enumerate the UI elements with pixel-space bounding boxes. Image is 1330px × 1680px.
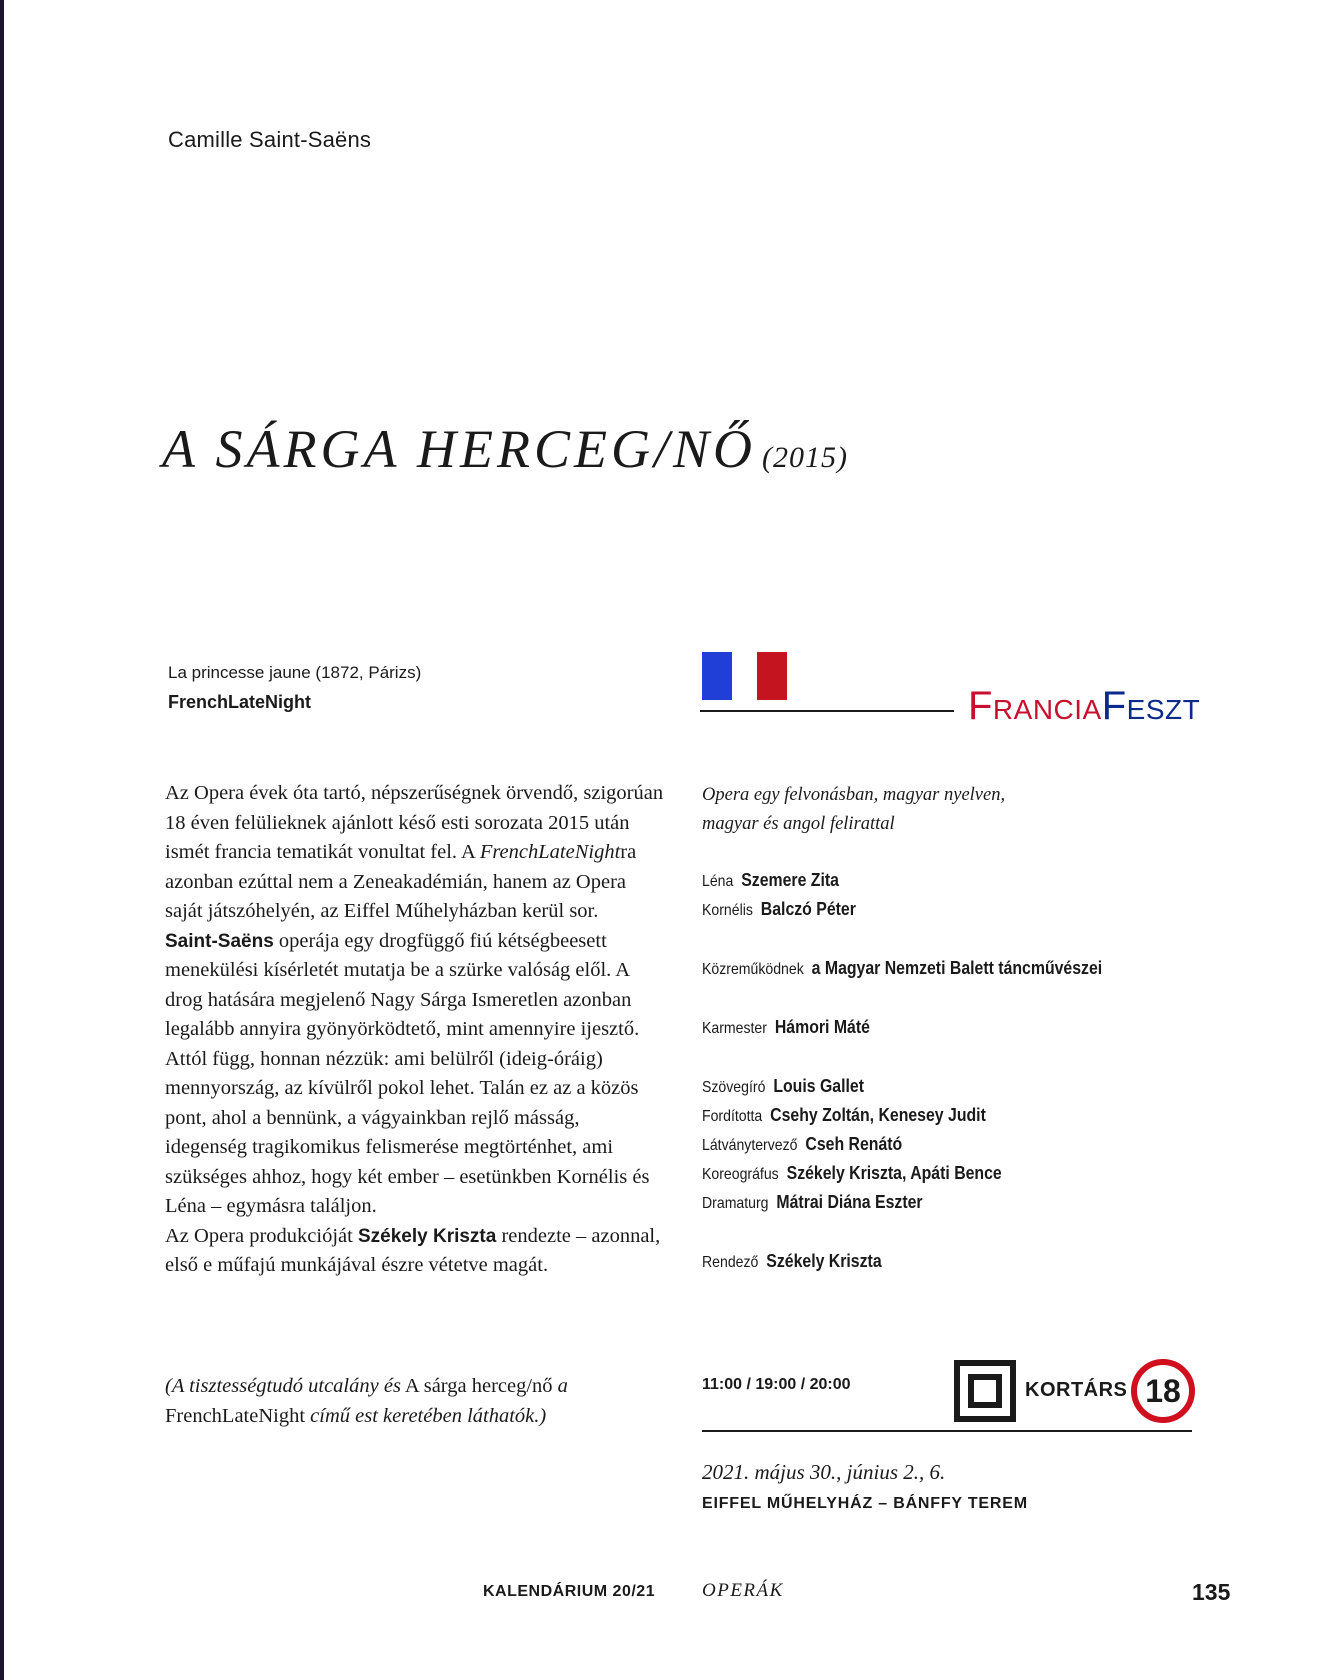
credit-name: Mátrai Diána Eszter xyxy=(776,1192,923,1212)
credit-role: Szövegíró xyxy=(702,1079,766,1096)
credit-name: a Magyar Nemzeti Balett táncművészei xyxy=(811,958,1103,978)
footer-section: OPERÁK xyxy=(702,1580,784,1601)
genre-info: Opera egy felvonásban, magyar nyelven, magyar és angol felirattal xyxy=(702,785,1006,834)
credit-row xyxy=(702,1163,1002,1184)
credit-role: Dramaturg xyxy=(702,1195,769,1212)
series-name: FrenchLateNight xyxy=(168,692,312,712)
credit-row xyxy=(702,870,839,891)
description-paragraph-2: Saint-Saëns operája egy drogfüggő fiú kétségbeesett menekülési kísérletét mutatja be a szürke valóság elől. A drog hatására megjelenő Nagy Sárga Ismeretlen azonban legalább annyira gyönyörködtető, mint amennyire ijesztő. Attól függ, honnan nézzük: ami belülről (ideig-óráig) mennyország, az kívülről pokol lehet. Talán ez az a közös pont, ahol a bennünk, a vágyainkban rejlő másság, idegenség tragikomikus felismerése megtörténhet, ami szükséges ahhoz, hogy két ember – esetünkben Kornélis és Léna – egymásra találjon. xyxy=(165,929,650,1217)
credit-name: Cseh Renátó xyxy=(805,1134,903,1154)
credit-role: Kornélis xyxy=(702,902,753,919)
title-year: (2015) xyxy=(761,441,848,474)
credit-row xyxy=(702,1192,923,1213)
credit-name: Balczó Péter xyxy=(760,899,856,919)
original-title: La princesse jaune (1872, Párizs) xyxy=(168,663,422,682)
credit-row xyxy=(702,1105,986,1126)
franciafeszt-logo: FranciaFeszt xyxy=(968,684,1201,728)
credit-row xyxy=(702,899,856,920)
flag-red-stripe xyxy=(757,652,787,700)
credit-name: Szemere Zita xyxy=(741,870,839,890)
credit-role: Látványtervező xyxy=(702,1137,798,1154)
title-main: A SÁRGA HERCEG/NŐ xyxy=(162,419,756,479)
show-times: 11:00 / 19:00 / 20:00 xyxy=(702,1376,851,1393)
credit-role: Koreográfus xyxy=(702,1166,779,1183)
page-title xyxy=(162,418,848,480)
credit-row xyxy=(702,1017,870,1038)
composer-name: Camille Saint-Saëns xyxy=(168,127,372,152)
credit-role: Léna xyxy=(702,873,734,890)
footnote: (A tisztességtudó utcalány és A sárga herceg/nő a FrenchLateNight című est keretében láthatók.) xyxy=(165,1375,568,1427)
page-number: 135 xyxy=(1192,1579,1231,1605)
page-edge xyxy=(0,0,4,1680)
credit-role: Fordította xyxy=(702,1108,763,1125)
description-paragraph-1: Az Opera évek óta tartó, népszerűségnek örvendő, szigorúan 18 éven felülieknek ajánlott késő esti sorozata 2015 után ismét francia tematikát vonultat fel. A FrenchLateNightra azonban ezúttal nem a Zeneakadémián, hanem az Opera saját játszóhelyén, az Eiffel Műhelyházban kerül sor. xyxy=(165,782,664,922)
credit-role: Közreműködnek xyxy=(702,961,804,978)
credit-name: Hámori Máté xyxy=(774,1017,870,1037)
credit-row xyxy=(702,958,1102,979)
venue: EIFFEL MŰHELYHÁZ – BÁNFFY TEREM xyxy=(702,1495,1028,1512)
description xyxy=(165,779,665,1281)
credit-row xyxy=(702,1076,864,1097)
credit-row xyxy=(702,1251,882,1272)
credit-role: Karmester xyxy=(702,1020,767,1037)
description-paragraph-3: Az Opera produkcióját Székely Kriszta rendezte – azonnal, első e műfajú munkájával észre vétetve magát. xyxy=(165,1224,661,1276)
credit-name: Csehy Zoltán, Kenesey Judit xyxy=(770,1105,986,1125)
credit-name: Székely Kriszta xyxy=(766,1251,882,1271)
credit-name: Székely Kriszta, Apáti Bence xyxy=(786,1163,1002,1183)
credit-row xyxy=(702,1134,902,1155)
info-rule xyxy=(702,1430,1192,1432)
flag-blue-stripe xyxy=(702,652,732,700)
category-label: KORTÁRS xyxy=(1025,1379,1128,1401)
performance-dates: 2021. május 30., június 2., 6. xyxy=(702,1460,946,1484)
credit-role: Rendező xyxy=(702,1254,759,1271)
footer-publication: KALENDÁRIUM 20/21 xyxy=(483,1583,656,1600)
logo-rule xyxy=(700,710,954,712)
credit-name: Louis Gallet xyxy=(773,1076,864,1096)
kortars-square-icon xyxy=(954,1360,1016,1422)
age-limit-badge: 18 xyxy=(1131,1359,1195,1423)
